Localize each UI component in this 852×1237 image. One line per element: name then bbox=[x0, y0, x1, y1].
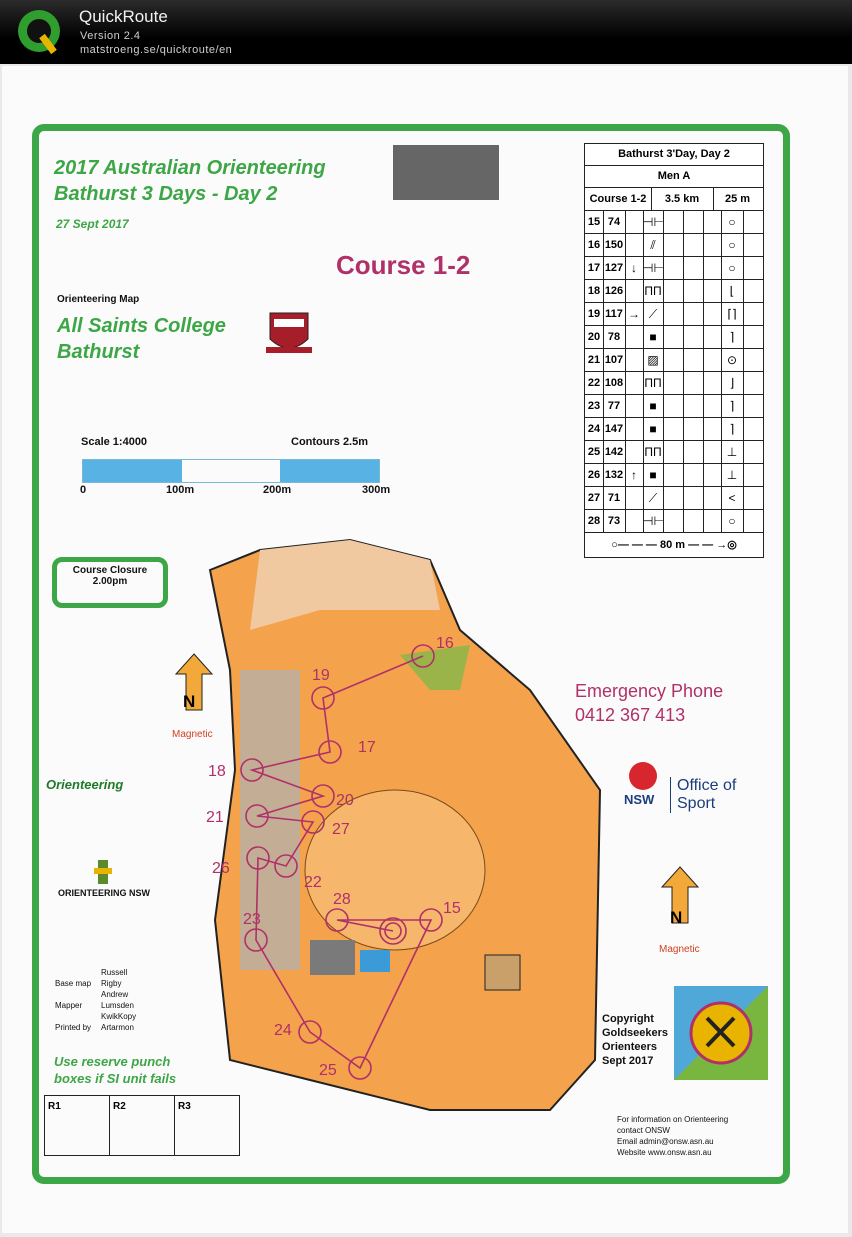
desc-cell-empty bbox=[663, 326, 684, 348]
desc-control-row bbox=[585, 464, 763, 487]
desc-cell-n: 19 bbox=[585, 303, 604, 325]
desc-cell-empty bbox=[683, 280, 704, 302]
desc-cell-code: 74 bbox=[603, 211, 626, 233]
orienteering-nsw-icon bbox=[92, 858, 114, 886]
desc-cell-feat: ▨ bbox=[643, 349, 664, 371]
desc-cell-code: 127 bbox=[603, 257, 626, 279]
desc-cell-empty bbox=[683, 326, 704, 348]
control-25-label: 25 bbox=[319, 1062, 337, 1079]
desc-course: Course 1-2 bbox=[585, 188, 652, 210]
desc-cell-empty bbox=[703, 464, 722, 486]
reserve-box-r1: R1 bbox=[44, 1095, 110, 1156]
copyright-line: Orienteers bbox=[602, 1041, 658, 1053]
desc-cell-where: < bbox=[721, 487, 744, 509]
desc-cell-empty bbox=[663, 257, 684, 279]
venue-name bbox=[57, 313, 226, 365]
desc-cell-empty bbox=[743, 395, 763, 417]
desc-cell-code: 126 bbox=[603, 280, 626, 302]
desc-cell-code: 142 bbox=[603, 441, 626, 463]
desc-cell-feat: ■ bbox=[643, 418, 664, 440]
desc-cell-dir bbox=[625, 234, 644, 256]
desc-cell-code: 117 bbox=[603, 303, 626, 325]
desc-cell-empty bbox=[703, 211, 722, 233]
contours-label: Contours 2.5m bbox=[291, 436, 369, 448]
desc-cell-empty bbox=[663, 303, 684, 325]
desc-cell-code: 132 bbox=[603, 464, 626, 486]
goldseekers-logo-icon bbox=[674, 986, 768, 1080]
desc-cell-empty bbox=[743, 303, 763, 325]
copyright-line: Copyright bbox=[602, 1013, 654, 1025]
app-title: QuickRoute bbox=[79, 7, 168, 26]
desc-cell-empty bbox=[703, 441, 722, 463]
desc-cell-empty bbox=[743, 211, 763, 233]
desc-cell-code: 77 bbox=[603, 395, 626, 417]
desc-control-row bbox=[585, 280, 763, 303]
map-label: Orienteering Map bbox=[57, 294, 140, 305]
desc-cell-empty bbox=[743, 234, 763, 256]
desc-cell-dir bbox=[625, 487, 644, 509]
nsw-waratah-icon bbox=[620, 760, 666, 810]
desc-cell-empty bbox=[663, 349, 684, 371]
desc-cell-feat: ⟋ bbox=[643, 303, 664, 325]
desc-cell-empty bbox=[743, 441, 763, 463]
credit-line: Base mapRussell Rigby bbox=[55, 968, 128, 988]
scale-tick-300: 300m bbox=[362, 484, 391, 496]
desc-cell-empty bbox=[683, 349, 704, 371]
app-url[interactable]: matstroeng.se/quickroute/en bbox=[80, 44, 233, 56]
control-16-label: 16 bbox=[436, 635, 454, 652]
desc-cell-empty bbox=[703, 418, 722, 440]
desc-cell-n: 24 bbox=[585, 418, 604, 440]
desc-cell-empty bbox=[703, 510, 722, 532]
desc-cell-empty bbox=[663, 441, 684, 463]
desc-title: Bathurst 3'Day, Day 2 bbox=[585, 144, 763, 166]
desc-cell-n: 22 bbox=[585, 372, 604, 394]
desc-cell-empty bbox=[703, 303, 722, 325]
closure-time: 2.00pm bbox=[92, 576, 128, 587]
desc-cell-feat: ⊣⊢ bbox=[643, 211, 664, 233]
quickroute-logo-icon bbox=[14, 6, 64, 56]
emergency-label: Emergency Phone bbox=[575, 681, 724, 701]
scale-tick-0: 0 bbox=[80, 484, 87, 496]
desc-cell-empty bbox=[683, 303, 704, 325]
desc-cell-empty bbox=[703, 234, 722, 256]
desc-cell-empty bbox=[743, 280, 763, 302]
desc-cell-where: ⊥ bbox=[721, 441, 744, 463]
desc-cell-code: 71 bbox=[603, 487, 626, 509]
desc-cell-empty bbox=[683, 395, 704, 417]
svg-text:NSW: NSW bbox=[624, 792, 655, 807]
desc-cell-dir bbox=[625, 510, 644, 532]
desc-cell-empty bbox=[703, 326, 722, 348]
reserve-line-2: boxes if SI unit fails bbox=[54, 1071, 177, 1086]
desc-cell-code: 107 bbox=[603, 349, 626, 371]
desc-control-row bbox=[585, 441, 763, 464]
desc-cell-empty bbox=[743, 418, 763, 440]
desc-cell-dir bbox=[625, 372, 644, 394]
control-17-label: 17 bbox=[358, 739, 376, 756]
desc-rows bbox=[585, 211, 763, 533]
north-label: N bbox=[183, 692, 196, 711]
course-closure-box bbox=[52, 557, 168, 608]
desc-cell-where: ○ bbox=[721, 211, 744, 233]
desc-cell-feat: ■ bbox=[643, 326, 664, 348]
desc-cell-feat: ⟋ bbox=[643, 487, 664, 509]
desc-cell-empty bbox=[703, 257, 722, 279]
reserve-box-r2: R2 bbox=[109, 1095, 175, 1156]
desc-cell-empty bbox=[663, 510, 684, 532]
desc-cell-n: 20 bbox=[585, 326, 604, 348]
venue-line-2: Bathurst bbox=[57, 341, 140, 363]
north-label-2: N bbox=[670, 908, 683, 927]
desc-cell-feat: ⊣⊢ bbox=[643, 257, 664, 279]
desc-cell-n: 17 bbox=[585, 257, 604, 279]
desc-control-row bbox=[585, 372, 763, 395]
reserve-line-1: Use reserve punch bbox=[54, 1054, 171, 1069]
desc-cell-n: 23 bbox=[585, 395, 604, 417]
control-26-label: 26 bbox=[212, 860, 230, 877]
desc-cell-empty bbox=[703, 395, 722, 417]
scale-bar bbox=[82, 459, 380, 483]
desc-cell-code: 150 bbox=[603, 234, 626, 256]
desc-control-row bbox=[585, 349, 763, 372]
map-credits bbox=[55, 967, 147, 1033]
desc-cell-empty bbox=[663, 372, 684, 394]
desc-finish: ○— — — 80 m — — →◎ bbox=[611, 539, 737, 551]
desc-cell-empty bbox=[743, 326, 763, 348]
desc-cell-empty bbox=[663, 234, 684, 256]
desc-cell-dir bbox=[625, 211, 644, 233]
desc-cell-n: 28 bbox=[585, 510, 604, 532]
desc-cell-code: 73 bbox=[603, 510, 626, 532]
desc-control-row bbox=[585, 257, 763, 280]
desc-control-row bbox=[585, 211, 763, 234]
event-title-line-2: Bathurst 3 Days - Day 2 bbox=[54, 183, 278, 205]
desc-class: Men A bbox=[585, 166, 763, 188]
magnetic-label: Magnetic bbox=[172, 729, 213, 740]
desc-cell-where: ⌉ bbox=[721, 326, 744, 348]
desc-cell-n: 21 bbox=[585, 349, 604, 371]
orienteering-australia-logo: Orienteering bbox=[46, 777, 124, 792]
desc-cell-empty bbox=[743, 487, 763, 509]
credit-line: Printed byKwikKopy Artarmon bbox=[55, 1012, 137, 1032]
desc-cell-empty bbox=[683, 487, 704, 509]
desc-cell-feat: ΠΠ bbox=[643, 372, 664, 394]
magnetic-label-2: Magnetic bbox=[659, 944, 700, 955]
desc-cell-feat: ⊣⊢ bbox=[643, 510, 664, 532]
app-version: Version 2.4 bbox=[80, 30, 141, 42]
control-20-label: 20 bbox=[336, 792, 354, 809]
desc-cell-empty bbox=[683, 234, 704, 256]
desc-cell-empty bbox=[743, 257, 763, 279]
desc-cell-empty bbox=[703, 372, 722, 394]
desc-cell-empty bbox=[743, 510, 763, 532]
desc-cell-empty bbox=[683, 372, 704, 394]
desc-cell-where: ⌈⌉ bbox=[721, 303, 744, 325]
info-line: For information on Orienteering bbox=[617, 1115, 729, 1124]
control-15-label: 15 bbox=[443, 900, 461, 917]
desc-cell-empty bbox=[703, 280, 722, 302]
control-21-label: 21 bbox=[206, 809, 224, 826]
desc-cell-where: ○ bbox=[721, 510, 744, 532]
desc-cell-n: 18 bbox=[585, 280, 604, 302]
desc-cell-dir: ↓ bbox=[625, 257, 644, 279]
desc-cell-empty bbox=[663, 418, 684, 440]
desc-cell-where: ⊥ bbox=[721, 464, 744, 486]
desc-cell-empty bbox=[743, 464, 763, 486]
event-title-line-1: 2017 Australian Orienteering bbox=[54, 157, 326, 179]
desc-cell-empty bbox=[663, 280, 684, 302]
desc-cell-empty bbox=[683, 257, 704, 279]
control-27-label: 27 bbox=[332, 821, 350, 838]
desc-cell-feat: ■ bbox=[643, 395, 664, 417]
desc-cell-feat: ■ bbox=[643, 464, 664, 486]
desc-length: 3.5 km bbox=[651, 188, 714, 210]
info-line: contact ONSW bbox=[617, 1126, 670, 1135]
info-text bbox=[617, 1114, 728, 1158]
desc-cell-where: ⌊ bbox=[721, 280, 744, 302]
desc-cell-empty bbox=[663, 487, 684, 509]
desc-control-row bbox=[585, 487, 763, 510]
desc-cell-n: 27 bbox=[585, 487, 604, 509]
emergency-number: 0412 367 413 bbox=[575, 705, 686, 725]
scale-label: Scale 1:4000 bbox=[81, 436, 148, 448]
event-date: 27 Sept 2017 bbox=[56, 217, 129, 231]
desc-cell-dir bbox=[625, 441, 644, 463]
info-line: Email admin@onsw.asn.au bbox=[617, 1137, 714, 1146]
desc-cell-empty bbox=[663, 211, 684, 233]
desc-cell-feat: ΠΠ bbox=[643, 441, 664, 463]
control-18-label: 18 bbox=[208, 763, 226, 780]
office-of-sport: Office of Sport bbox=[670, 777, 753, 813]
orienteering-map[interactable] bbox=[200, 520, 620, 1120]
desc-control-row bbox=[585, 303, 763, 326]
desc-cell-dir bbox=[625, 349, 644, 371]
desc-control-row bbox=[585, 326, 763, 349]
desc-cell-code: 108 bbox=[603, 372, 626, 394]
copyright-line: Goldseekers bbox=[602, 1027, 669, 1039]
reserve-box-r3: R3 bbox=[174, 1095, 240, 1156]
desc-cell-empty bbox=[683, 464, 704, 486]
scale-tick-200: 200m bbox=[263, 484, 292, 496]
control-22-label: 22 bbox=[304, 874, 322, 891]
desc-header-row bbox=[585, 188, 763, 211]
desc-cell-dir bbox=[625, 418, 644, 440]
desc-cell-n: 26 bbox=[585, 464, 604, 486]
desc-cell-dir bbox=[625, 395, 644, 417]
info-line: Website www.onsw.asn.au bbox=[617, 1148, 712, 1157]
desc-cell-dir bbox=[625, 280, 644, 302]
desc-cell-empty bbox=[663, 464, 684, 486]
desc-cell-n: 25 bbox=[585, 441, 604, 463]
desc-cell-n: 15 bbox=[585, 211, 604, 233]
course-title: Course 1-2 bbox=[336, 250, 471, 280]
copyright-line: Sept 2017 bbox=[602, 1055, 654, 1067]
desc-cell-empty bbox=[703, 349, 722, 371]
desc-cell-where: ⌉ bbox=[721, 395, 744, 417]
desc-cell-dir bbox=[625, 326, 644, 348]
title-bar bbox=[0, 0, 852, 64]
desc-control-row bbox=[585, 234, 763, 257]
desc-cell-n: 16 bbox=[585, 234, 604, 256]
desc-cell-empty bbox=[683, 441, 704, 463]
event-title bbox=[54, 155, 326, 207]
desc-cell-empty bbox=[743, 349, 763, 371]
closure-label: Course Closure bbox=[72, 565, 148, 576]
desc-control-row bbox=[585, 395, 763, 418]
control-28-label: 28 bbox=[333, 891, 351, 908]
desc-cell-where: ⌉ bbox=[721, 418, 744, 440]
desc-cell-empty bbox=[683, 211, 704, 233]
desc-cell-code: 147 bbox=[603, 418, 626, 440]
desc-cell-empty bbox=[683, 510, 704, 532]
desc-cell-empty bbox=[743, 372, 763, 394]
control-description-sheet bbox=[584, 143, 764, 558]
desc-cell-code: 78 bbox=[603, 326, 626, 348]
desc-cell-empty bbox=[663, 395, 684, 417]
desc-cell-feat: ΠΠ bbox=[643, 280, 664, 302]
desc-control-row bbox=[585, 510, 763, 533]
credit-line: MapperAndrew Lumsden bbox=[55, 990, 134, 1010]
desc-cell-where: ⊙ bbox=[721, 349, 744, 371]
desc-cell-dir: ↑ bbox=[625, 464, 644, 486]
control-24-label: 24 bbox=[274, 1022, 292, 1039]
desc-climb: 25 m bbox=[724, 193, 751, 205]
desc-cell-where: ○ bbox=[721, 257, 744, 279]
desc-cell-where: ○ bbox=[721, 234, 744, 256]
desc-cell-dir: → bbox=[625, 303, 644, 325]
desc-control-row bbox=[585, 418, 763, 441]
scale-tick-100: 100m bbox=[166, 484, 195, 496]
seek-gold-logo bbox=[393, 145, 499, 200]
venue-line-1: All Saints College bbox=[57, 315, 226, 337]
desc-cell-feat: ⫽ bbox=[643, 234, 664, 256]
control-23-label: 23 bbox=[243, 911, 261, 928]
orienteering-nsw-label: ORIENTEERING NSW bbox=[58, 888, 151, 898]
desc-cell-empty bbox=[683, 418, 704, 440]
school-crest-icon bbox=[262, 305, 316, 367]
desc-cell-where: ⌋ bbox=[721, 372, 744, 394]
desc-cell-empty bbox=[703, 487, 722, 509]
control-19-label: 19 bbox=[312, 667, 330, 684]
reserve-punch-note bbox=[54, 1053, 176, 1087]
